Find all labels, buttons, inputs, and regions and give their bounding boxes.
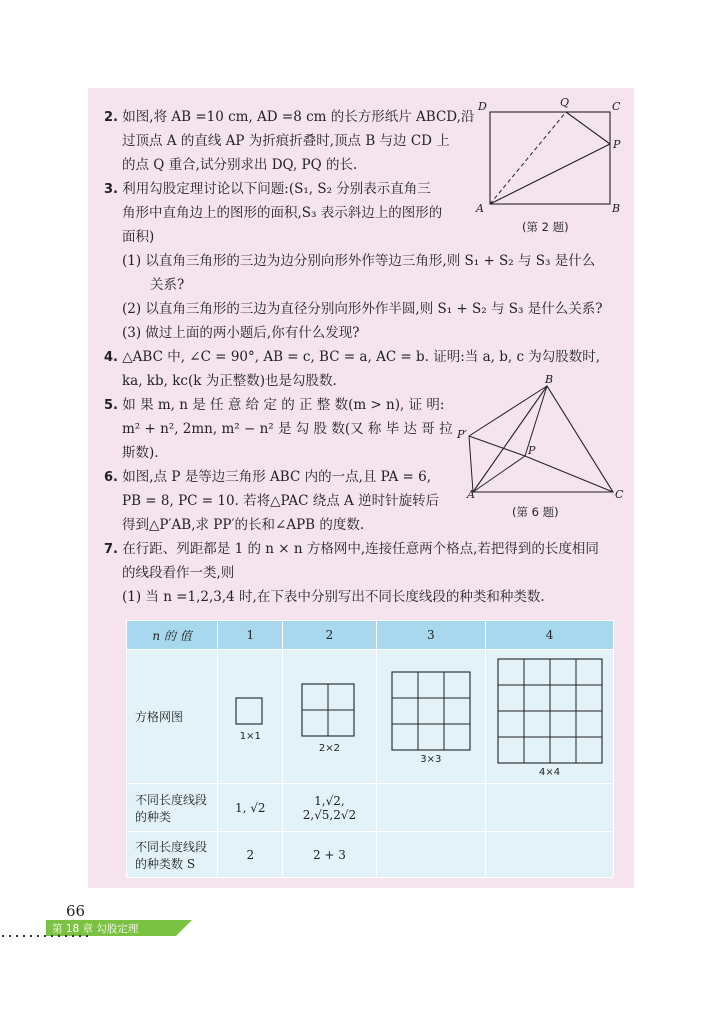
problem-3-sub-2: (2) 以直角三角形的三边为直径分别向形外作半圆,则 S₁ + S₂ 与 S₃ 是什么关系? bbox=[122, 301, 603, 317]
problem-3-sub-1: (1) 以直角三角形的三边为边分别向形外作等边三角形,则 S₁ + S₂ 与 S₃ 是什么 bbox=[122, 253, 596, 269]
problem-7-line-2: 的线段看作一类,则 bbox=[122, 565, 235, 581]
cell-kinds-2 bbox=[283, 784, 376, 832]
segment-ap bbox=[490, 144, 610, 204]
rectangle-abcd bbox=[490, 112, 610, 204]
cell-kinds-1: 1, √2 bbox=[218, 784, 283, 832]
cell-kinds-3[interactable] bbox=[376, 784, 486, 832]
problem-3-sub-1-cont: 关系? bbox=[150, 277, 185, 293]
cell-grid-1 bbox=[218, 650, 283, 784]
problem-2-number: 2. bbox=[104, 110, 118, 125]
table-header-row bbox=[127, 621, 614, 650]
header-n-value: n 的 值 bbox=[127, 621, 218, 650]
cell-grid-3 bbox=[376, 650, 486, 784]
problem-7-sub-1: (1) 当 n =1,2,3,4 时,在下表中分别写出不同长度线段的种类和种类数. bbox=[122, 589, 545, 605]
problem-3-sub-3: (3) 做过上面的两小题后,你有什么发现? bbox=[122, 325, 360, 341]
row-kinds-label bbox=[127, 784, 218, 832]
problem-3-line-2: 角形中直角边上的图形的面积,S₃ 表示斜边上的图形的 bbox=[122, 205, 443, 221]
label-a: A bbox=[476, 202, 484, 215]
table-row-count bbox=[127, 832, 614, 878]
problem-6-line-1: 如图,点 P 是等边三角形 ABC 内的一点,且 PA = 6, bbox=[122, 469, 432, 485]
header-n-3: 3 bbox=[376, 621, 486, 650]
segment-cp bbox=[525, 456, 613, 492]
problem-2 bbox=[104, 108, 474, 127]
problem-2-line-1: 如图,将 AB =10 cm, AD =8 cm 的长方形纸片 ABCD,沿 bbox=[122, 109, 475, 125]
chapter-title: 第 18 章 勾股定理 bbox=[52, 923, 139, 935]
cell-kinds-2-line-1: 1,√2, bbox=[314, 793, 345, 808]
segment-p-prime-b bbox=[469, 386, 547, 436]
problem-7 bbox=[104, 540, 599, 559]
row-count-label bbox=[127, 832, 218, 878]
problem-4-line-2: ka, kb, kc(k 为正整数)也是勾股数. bbox=[122, 373, 337, 389]
problem-4-line-1: △ABC 中, ∠C = 90°, AB = c, BC = a, AC = b. 证明:当 a, b, c 为勾股数时, bbox=[122, 349, 601, 365]
cell-grid-4 bbox=[486, 650, 614, 784]
table-row-kinds bbox=[127, 784, 614, 832]
segment-ap-prime bbox=[469, 436, 473, 492]
cell-count-3[interactable] bbox=[376, 832, 486, 878]
problem-5 bbox=[104, 396, 444, 415]
problem-6-number: 6. bbox=[104, 470, 118, 485]
problem-4 bbox=[104, 348, 600, 367]
cell-count-1: 2 bbox=[218, 832, 283, 878]
segment-qp bbox=[566, 112, 610, 144]
header-n-4: 4 bbox=[486, 621, 614, 650]
segment-aq bbox=[490, 112, 566, 204]
problem-5-line-3: 斯数). bbox=[122, 445, 159, 461]
row-count-label-line-2: 的种类数 S bbox=[135, 856, 196, 871]
label-p: P bbox=[613, 138, 621, 151]
label-q: Q bbox=[560, 96, 570, 109]
problem-6-line-3: 得到△P′AB,求 PP′的长和∠APB 的度数. bbox=[122, 517, 365, 533]
label-d: D bbox=[478, 100, 487, 113]
page-number: 66 bbox=[66, 902, 86, 920]
label-c: C bbox=[615, 488, 624, 500]
problem-2-line-3: 的点 Q 重合,试分别求出 DQ, PQ 的长. bbox=[122, 157, 358, 173]
label-p-prime: P′ bbox=[457, 428, 467, 441]
cell-count-4[interactable] bbox=[486, 832, 614, 878]
grid-3-label: 3×3 bbox=[420, 753, 442, 765]
figure-2-caption: (第 2 题) bbox=[522, 220, 569, 234]
cell-kinds-4[interactable] bbox=[486, 784, 614, 832]
row-count-label-line-1: 不同长度线段 bbox=[135, 839, 208, 854]
header-n-2: 2 bbox=[283, 621, 376, 650]
label-b: B bbox=[612, 202, 621, 215]
label-b: B bbox=[545, 373, 554, 386]
grid-3x3 bbox=[391, 671, 471, 751]
footer-dotted-rule bbox=[0, 934, 90, 938]
problem-6-line-2: PB = 8, PC = 10. 若将△PAC 绕点 A 逆时针旋转后 bbox=[122, 493, 440, 509]
grid-1x1 bbox=[235, 697, 265, 727]
grid-4x4 bbox=[497, 658, 603, 764]
grid-2-label: 2×2 bbox=[318, 743, 340, 754]
grid-2x2 bbox=[301, 683, 357, 739]
problem-2-line-2: 过顶点 A 的直线 AP 为折痕折叠时,顶点 B 与边 CD 上 bbox=[122, 133, 450, 149]
problem-3 bbox=[104, 180, 431, 199]
label-a: A bbox=[467, 488, 475, 500]
grid-4-label: 4×4 bbox=[538, 766, 561, 778]
triangle-abc bbox=[473, 386, 613, 492]
row-kinds-label-line-1: 不同长度线段 bbox=[135, 792, 208, 807]
cell-count-2: 2 + 3 bbox=[283, 832, 376, 878]
label-c: C bbox=[612, 100, 621, 113]
segment-kinds-table bbox=[126, 620, 614, 878]
label-p: P bbox=[528, 444, 536, 457]
figure-2-rectangle-fold bbox=[470, 92, 630, 240]
figure-6-caption: (第 6 题) bbox=[512, 505, 559, 519]
row-grid-label: 方格网图 bbox=[127, 650, 218, 784]
cell-grid-2 bbox=[283, 650, 376, 784]
header-n-1: 1 bbox=[218, 621, 283, 650]
segment-pp-prime bbox=[469, 436, 525, 456]
problem-4-number: 4. bbox=[104, 350, 118, 365]
problem-3-number: 3. bbox=[104, 182, 118, 197]
problem-7-line-1: 在行距、列距都是 1 的 n × n 方格网中,连接任意两个格点,若把得到的长度相同 bbox=[122, 541, 599, 557]
problem-3-line-3: 面积) bbox=[122, 229, 155, 245]
problem-7-number: 7. bbox=[104, 542, 118, 557]
problem-6 bbox=[104, 468, 431, 487]
problem-5-line-1: 如 果 m, n 是 任 意 给 定 的 正 整 数(m > n), 证 明: bbox=[122, 397, 445, 413]
row-kinds-label-line-2: 的种类 bbox=[135, 809, 172, 824]
problem-3-line-1: 利用勾股定理讨论以下问题:(S₁, S₂ 分别表示直角三 bbox=[122, 181, 431, 197]
figure-6-triangle-rotation bbox=[455, 372, 630, 500]
problem-5-line-2: m² + n², 2mn, m² − n² 是 勾 股 数(又 称 毕 达 哥 拉 bbox=[122, 421, 453, 437]
cell-kinds-2-line-2: 2,√5,2√2 bbox=[302, 807, 357, 822]
segment-ap bbox=[473, 456, 525, 492]
problem-5-number: 5. bbox=[104, 398, 118, 413]
grid-1-label: 1×1 bbox=[239, 731, 261, 742]
table-row-grid bbox=[127, 650, 614, 784]
